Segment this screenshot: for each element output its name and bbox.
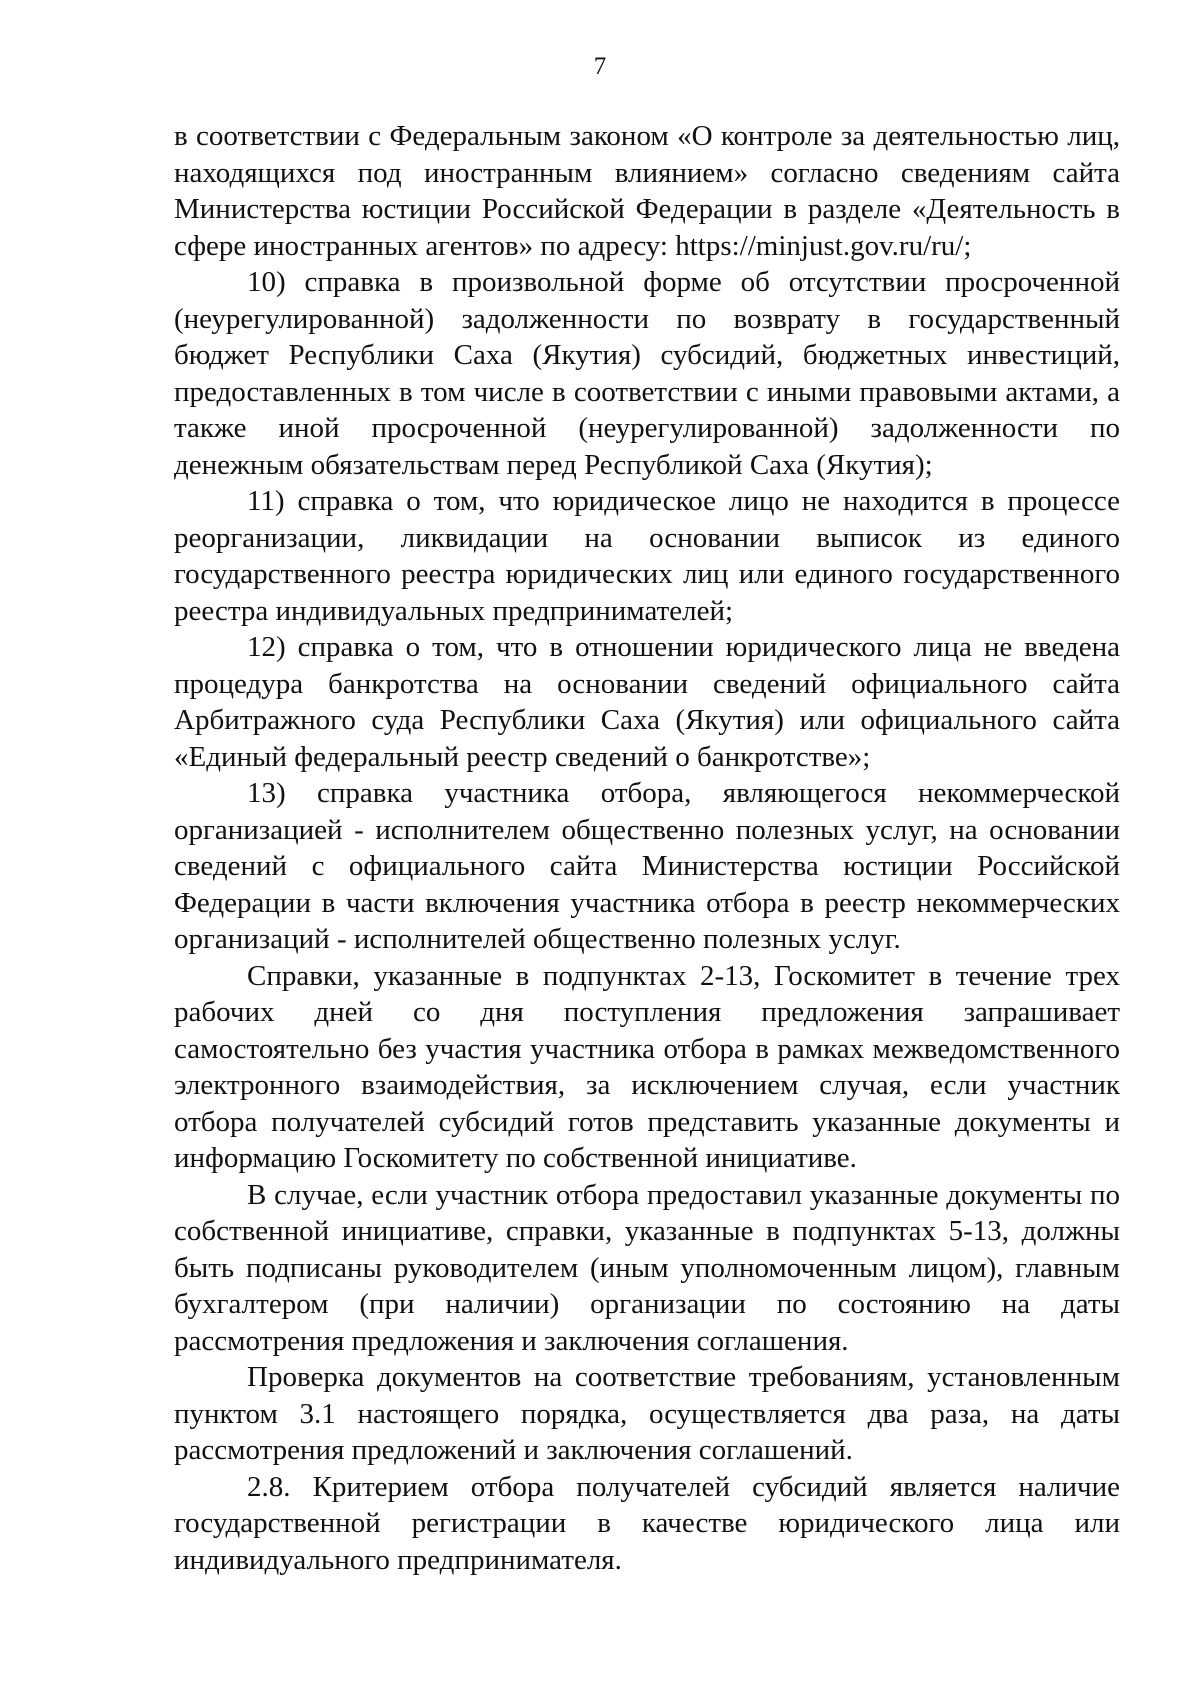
paragraph-section-2-8: 2.8. Критерием отбора получателей субсидий является наличие государственной регистрации в качестве юридического лица или индивидуального предпринимателя. bbox=[174, 1470, 1120, 1576]
paragraph-item-12: 12) справка о том, что в отношении юридического лица не введена процедура банкротства на основании сведений официального сайта Арбитражного суда Республики Саха (Якутия) или официального сайта «Единый федеральный реестр сведений о банкротстве»; bbox=[174, 631, 1120, 773]
page-number: 7 bbox=[593, 53, 607, 80]
paragraph-item-11: 11) справка о том, что юридическое лицо не находится в процессе реорганизации, ликвидации на основании выписок из единого государственного реестра юридических лиц или единого государственного реестра индивидуальных предпринимателей; bbox=[174, 485, 1120, 627]
paragraph-own-initiative: В случае, если участник отбора предоставил указанные документы по собственной инициативе, справки, указанные в подпунктах 5-13, должны быть подписаны руководителем (иным уполномоченным лицом), главным бухгалтером (при наличии) организации по состоянию на даты рассмотрения предложения и заключения соглашения. bbox=[174, 1178, 1120, 1357]
paragraph-certificates-request: Справки, указанные в подпунктах 2-13, Госкомитет в течение трех рабочих дней со дня поступления предложения запрашивает самостоятельно без участия участника отбора в рамках межведомственного электронного взаимодействия, за исключением случая, если участник отбора получателей субсидий готов представить указанные документы и информацию Госкомитету по собственной инициативе. bbox=[174, 959, 1120, 1174]
paragraph-continuation: в соответствии с Федеральным законом «О контроле за деятельностью лиц, находящихся под иностранным влиянием» согласно сведениям сайта Министерства юстиции Российской Федерации в разделе «Деятельность в сфере иностранных агентов» по адресу: https://minjust.gov.ru/ru/; bbox=[174, 120, 1120, 262]
paragraph-item-13: 13) справка участника отбора, являющегося некоммерческой организацией - исполнителем общественно полезных услуг, на основании сведений с официального сайта Министерства юстиции Российской Федерации в части включения участника отбора в реестр некоммерческих организаций - исполнителей общественно полезных услуг. bbox=[174, 777, 1120, 955]
document-body bbox=[174, 118, 1120, 1578]
paragraph-document-check: Проверка документов на соответствие требованиям, установленным пунктом 3.1 настоящего порядка, осуществляется два раза, на даты рассмотрения предложений и заключения соглашений. bbox=[174, 1361, 1120, 1466]
paragraph-item-10: 10) справка в произвольной форме об отсутствии просроченной (неурегулированной) задолженности по возврату в государственный бюджет Республики Саха (Якутия) субсидий, бюджетных инвестиций, предоставленных в том числе в соответствии с иными правовыми актами, а также иной просроченной (неурегулированной) задолженности по денежным обязательствам перед Республикой Саха (Якутия); bbox=[174, 266, 1120, 481]
